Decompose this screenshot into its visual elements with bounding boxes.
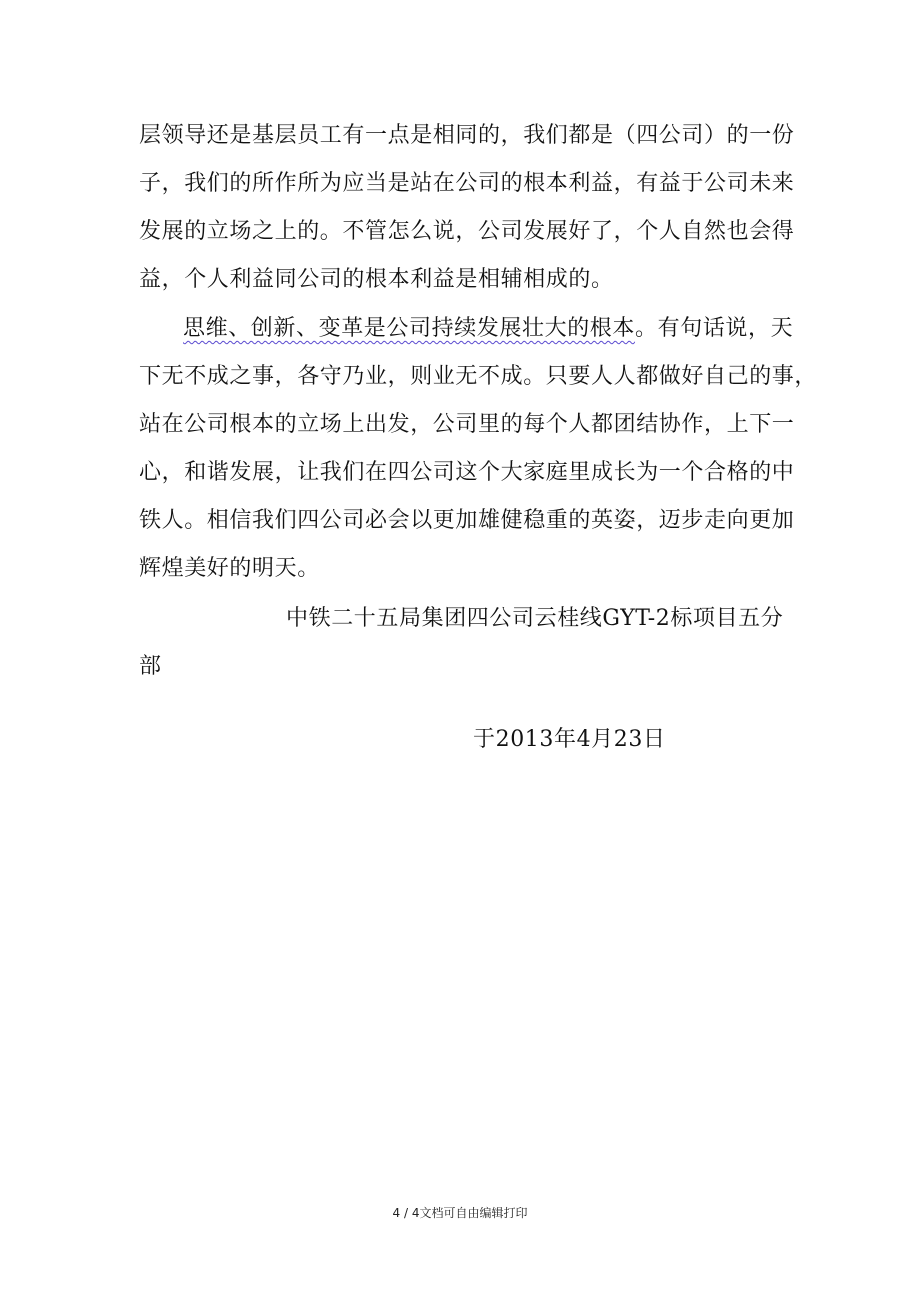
paragraph-2-line-1-rest: 。有句话说，天 [635,316,794,341]
paragraph-2-line-1 [183,314,794,344]
page-footer: 4 / 4文档可自由编辑打印 [392,1206,528,1220]
paragraph-2-line-2: 下无不成之事，各守乃业，则业无不成。只要人人都做好自己的事， [139,364,818,389]
signature-line-2: 部 [139,654,162,679]
paragraph-2-line-4: 心，和谐发展，让我们在四公司这个大家庭里成长为一个合格的中 [139,460,795,485]
paragraph-2-line-3: 站在公司根本的立场上出发，公司里的每个人都团结协作，上下一 [139,412,795,437]
underlined-key-phrase: 思维、创新、变革是公司持续发展壮大的根本 [183,316,636,341]
signature-date: 于2013年4月23日 [473,727,666,752]
paragraph-1-line-3: 发展的立场之上的。不管怎么说，公司发展好了，个人自然也会得 [139,219,795,244]
paragraph-2-line-5: 铁人。相信我们四公司必会以更加雄健稳重的英姿，迈步走向更加 [139,508,795,533]
paragraph-1-line-2: 子，我们的所作所为应当是站在公司的根本利益，有益于公司未来 [139,171,795,196]
paragraph-1-line-4: 益，个人利益同公司的根本利益是相辅相成的。 [139,267,614,292]
paragraph-1-line-1: 层领导还是基层员工有一点是相同的，我们都是（四公司）的一份 [139,123,795,148]
signature-line-1: 中铁二十五局集团四公司云桂线GYT-2标项目五分 [286,606,784,631]
paragraph-2-line-6: 辉煌美好的明天。 [139,556,320,581]
